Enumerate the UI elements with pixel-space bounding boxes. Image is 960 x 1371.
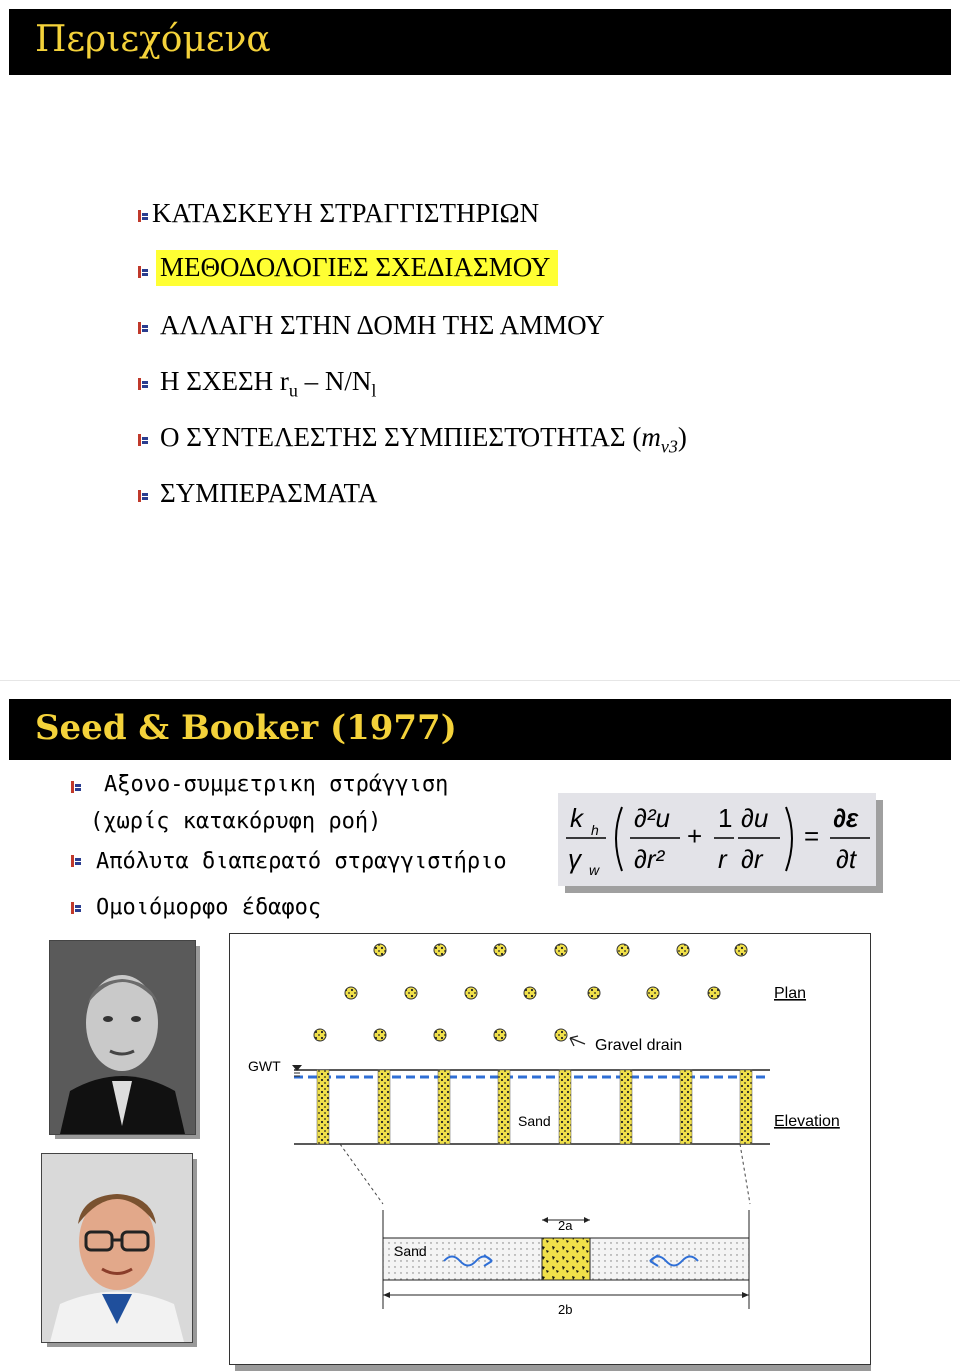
toc-item-ru-relation <box>160 366 376 401</box>
two-a-label: 2a <box>558 1218 573 1233</box>
equation-box <box>558 793 876 886</box>
two-b-label: 2b <box>558 1302 573 1317</box>
mv3-suffix: ) <box>677 422 687 452</box>
bullet-icon <box>137 378 149 390</box>
drain-figure <box>229 933 871 1365</box>
bullet-uniform-soil: Ομοιόμορφο έδαφος <box>96 895 322 920</box>
sand-label-elevation: Sand <box>518 1113 551 1129</box>
ru-prefix: Η ΣΧΕΣΗ r <box>160 366 289 396</box>
eq-deps: ∂ε <box>833 803 859 833</box>
eq-du: ∂u <box>741 803 769 833</box>
eq-k-sub: h <box>591 822 599 838</box>
eq-one: 1 <box>718 803 733 833</box>
toc-item-construction: ΚΑΤΑΣΚΕΥΗ ΣΤΡΑΓΓΙΣΤΗΡΙΩΝ <box>152 198 540 228</box>
bullet-icon <box>137 266 149 278</box>
mv3-sub: v3 <box>660 436 678 457</box>
eq-k: k <box>570 803 583 833</box>
elevation-label: Elevation <box>774 1113 840 1130</box>
sand-label-detail: Sand <box>394 1243 427 1259</box>
portrait-booker <box>41 1153 193 1343</box>
gravel-drain-label: Gravel drain <box>595 1037 683 1054</box>
toc-item-sand-structure: ΑΛΛΑΓΗ ΣΤΗΝ ΔΟΜΗ ΤΗΣ ΑΜΜΟΥ <box>160 310 605 340</box>
title-bar <box>9 699 951 760</box>
eq-dt: ∂t <box>836 844 857 874</box>
eq-gamma: γ <box>568 844 581 874</box>
bullet-icon <box>137 322 149 334</box>
slide-contents <box>0 0 960 681</box>
eq-r: r <box>718 844 727 874</box>
elevation-drains <box>317 1070 752 1144</box>
bullet-icon <box>137 434 149 446</box>
toc-item-design-methods <box>156 252 558 283</box>
portrait-booker-image <box>42 1154 192 1342</box>
drain-figure-svg <box>230 934 870 1364</box>
plan-view <box>314 944 747 1041</box>
bullet-icon <box>70 902 82 914</box>
bullet-icon <box>137 490 149 502</box>
eq-plus: + <box>687 821 703 851</box>
bullet-icon <box>70 781 82 793</box>
bullet-permeable-drain: Απόλυτα διαπερατό στραγγιστήριο <box>96 849 507 874</box>
nl-sub: l <box>371 380 377 401</box>
eq-d2u: ∂²u <box>634 803 670 833</box>
slide-title: Seed & Booker (1977) <box>35 708 457 748</box>
ru-sub: u <box>288 380 298 401</box>
eq-equals: = <box>804 821 820 851</box>
bullet-axisymmetric: Αξονο-συμμετρικη στράγγιση <box>104 772 449 797</box>
toc-item-compressibility <box>160 422 687 457</box>
portrait-seed-image <box>50 941 195 1134</box>
consolidation-equation <box>558 793 876 886</box>
slide-seed-booker <box>0 684 960 1367</box>
eq-dr2: ∂r² <box>634 844 665 874</box>
mv3-var: m <box>641 422 661 452</box>
title-bar <box>9 9 951 75</box>
bullet-icon <box>70 855 82 867</box>
mv3-prefix: Ο ΣΥΝΤΕΛΕΣΤΗΣ ΣΥΜΠΙΕΣΤΌΤΗΤΑΣ ( <box>160 422 642 452</box>
gwt-label: GWT <box>248 1058 281 1074</box>
bullet-icon <box>137 210 149 222</box>
eq-dr: ∂r <box>741 844 763 874</box>
ru-mid: – N/N <box>297 366 372 396</box>
highlighted-text: ΜΕΘΟΔΟΛΟΓΙΕΣ ΣΧΕΔΙΑΣΜΟΥ <box>156 250 558 286</box>
bullet-no-vertical-flow: (χωρίς κατακόρυφη ροή) <box>90 809 382 834</box>
eq-gamma-sub: w <box>589 862 600 878</box>
slide-title: Περιεχόμενα <box>35 19 271 60</box>
portrait-seed <box>49 940 196 1135</box>
toc-item-conclusions: ΣΥΜΠΕΡΑΣΜΑΤΑ <box>160 478 378 508</box>
plan-label: Plan <box>774 985 807 1002</box>
